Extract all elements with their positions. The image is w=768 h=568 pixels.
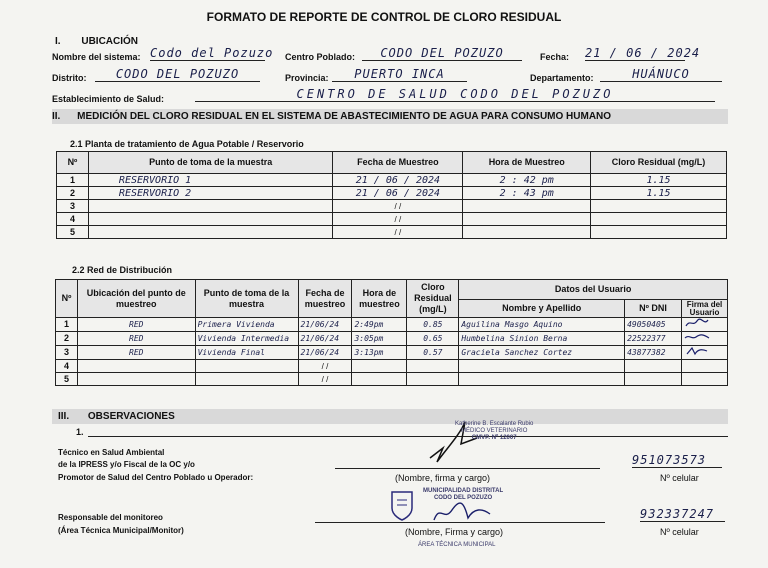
punto-cell [195, 360, 298, 373]
fecha-cell: / / [333, 200, 463, 213]
fecha-field: 21 / 06 / 2024 [585, 46, 701, 60]
col-header-n: Nº [56, 280, 78, 318]
municipal-area-stamp: ÁREA TÉCNICA MUNICIPAL [418, 542, 496, 548]
nombre-cell: Aguilina Masgo Aquino [459, 318, 625, 332]
fecha-cell: / / [298, 373, 352, 386]
col-header-fecha: Fecha de Muestreo [333, 152, 463, 174]
section-2-header [52, 109, 728, 124]
cloro-cell [407, 360, 459, 373]
table-row [57, 226, 727, 239]
fecha-cell: 21 / 06 / 2024 [333, 174, 463, 187]
punto-cell: Primera Vivienda [195, 318, 298, 332]
punto-cell: RESERVORIO 2 [88, 187, 333, 200]
hora-cell: 3:13pm [352, 346, 407, 360]
punto-cell: RESERVORIO 1 [88, 174, 333, 187]
sistema-field: Codo del Pozuzo [150, 46, 274, 60]
fecha-cell: 21/06/24 [298, 346, 352, 360]
col-header-cloro: Cloro Residual (mg/L) [407, 280, 459, 318]
hora-cell: 2 : 43 pm [463, 187, 591, 200]
nombre-cell [459, 373, 625, 386]
section-2-number: II. [52, 111, 61, 122]
col-header-hora: Hora de muestreo [352, 280, 407, 318]
table-row [57, 174, 727, 187]
reservorio-table-header [57, 152, 727, 174]
responsable-label-1: Responsable del monitoreo [58, 513, 163, 522]
cloro-cell [591, 213, 727, 226]
firma-cell [681, 332, 727, 346]
distrito-field: CODO DEL POZUZO [95, 67, 260, 82]
punto-cell: Vivienda Final [195, 346, 298, 360]
dni-cell [625, 360, 682, 373]
red-table-header-row1 [56, 280, 728, 300]
hora-cell [463, 226, 591, 239]
hora-cell: 2 : 42 pm [463, 174, 591, 187]
red-distribucion-table [55, 279, 728, 386]
distrito-label: Distrito: [52, 73, 87, 83]
ubicacion-cell: RED [77, 318, 195, 332]
municipal-crest-icon [388, 488, 416, 522]
nombre-cell [459, 360, 625, 373]
reservorio-table [56, 151, 727, 239]
hora-cell [463, 200, 591, 213]
punto-cell [88, 213, 333, 226]
cloro-cell [591, 226, 727, 239]
row-number: 4 [56, 360, 78, 373]
cloro-cell: 0.57 [407, 346, 459, 360]
fecha-cell: 21 / 06 / 2024 [333, 187, 463, 200]
responsable-label-2: (Área Técnica Municipal/Monitor) [58, 526, 184, 535]
row-number: 3 [57, 200, 89, 213]
section-1-title: UBICACIÓN [81, 36, 139, 47]
cloro-cell: 0.85 [407, 318, 459, 332]
celular-2: 932337247 [640, 507, 725, 522]
table-row [56, 346, 728, 360]
establecimiento-label: Establecimiento de Salud: [52, 94, 165, 104]
dni-cell: 22522377 [625, 332, 682, 346]
provincia-field: PUERTO INCA [332, 67, 467, 82]
municipal-stamp-l2: CODO DEL POZUZO [433, 495, 493, 501]
observacion-item-1: 1. [76, 427, 84, 437]
section-3-header [58, 409, 175, 424]
signature-icon [684, 332, 710, 342]
ubicacion-cell: RED [77, 346, 195, 360]
nombre-cell: Humbelina Sinion Berna [459, 332, 625, 346]
centro-label: Centro Poblado: [285, 52, 355, 62]
tecnico-label-2: de la IPRESS y/o Fiscal de la OC y/o [58, 460, 195, 469]
fecha-cell: 21/06/24 [298, 318, 352, 332]
hora-cell: 3:05pm [352, 332, 407, 346]
fecha-cell: / / [333, 226, 463, 239]
dni-cell [625, 373, 682, 386]
ubicacion-cell [77, 373, 195, 386]
municipal-stamp-l1: MUNICIPALIDAD DISTRITAL [423, 488, 504, 494]
punto-cell [88, 200, 333, 213]
responsable-caption: (Nombre, Firma y cargo) [405, 527, 504, 537]
subsection-2-1-title: 2.1 Planta de tratamiento de Agua Potable / Reservorio [70, 139, 304, 149]
table-row [56, 318, 728, 332]
table-row [56, 360, 728, 373]
tecnico-label-1: Técnico en Salud Ambiental [58, 448, 165, 457]
col-header-n: Nº [57, 152, 89, 174]
table-row [57, 200, 727, 213]
row-number: 1 [56, 318, 78, 332]
hora-cell [352, 360, 407, 373]
celular-1: 951073573 [632, 453, 722, 468]
table-row [56, 373, 728, 386]
col-header-punto: Punto de toma de la muestra [195, 280, 298, 318]
col-header-punto: Punto de toma de la muestra [88, 152, 333, 174]
punto-cell: Vivienda Intermedia [195, 332, 298, 346]
row-number: 2 [57, 187, 89, 200]
section-2-title: MEDICIÓN DEL CLORO RESIDUAL EN EL SISTEMA DE ABASTECIMIENTO DE AGUA PARA CONSUMO HUMANO [77, 111, 612, 122]
fecha-cell: / / [298, 360, 352, 373]
stamp-code: CMVP. Nº 12007 [471, 435, 517, 441]
cloro-cell: 1.15 [591, 187, 727, 200]
hora-cell [352, 373, 407, 386]
firma-cell [681, 360, 727, 373]
fecha-label: Fecha: [540, 52, 570, 62]
observacion-line [88, 436, 728, 437]
row-number: 5 [57, 226, 89, 239]
signature-icon [684, 346, 710, 356]
table-row [56, 332, 728, 346]
section-1-header [55, 34, 138, 49]
cloro-cell: 0.65 [407, 332, 459, 346]
cloro-cell [591, 200, 727, 213]
col-header-firma: Firma del Usuario [681, 300, 727, 318]
cloro-cell [407, 373, 459, 386]
hora-cell [463, 213, 591, 226]
responsable-signature-line [315, 522, 605, 523]
centro-field: CODO DEL POZUZO [362, 46, 522, 61]
section-1-number: I. [55, 36, 61, 47]
provincia-label: Provincia: [285, 73, 329, 83]
col-header-datos-usuario: Datos del Usuario [459, 280, 728, 300]
departamento-field: HUÁNUCO [600, 67, 722, 82]
hora-cell: 2:49pm [352, 318, 407, 332]
fecha-cell: / / [333, 213, 463, 226]
dni-cell: 43877382 [625, 346, 682, 360]
tecnico-signature-line [335, 468, 600, 469]
table-row [57, 213, 727, 226]
establecimiento-field: CENTRO DE SALUD CODO DEL POZUZO [195, 87, 715, 102]
document-title: FORMATO DE REPORTE DE CONTROL DE CLORO RESIDUAL [206, 10, 562, 24]
stamp-name: Katherine B. Escalante Rubio [455, 421, 534, 427]
row-number: 3 [56, 346, 78, 360]
col-header-ubicacion: Ubicación del punto de muestreo [77, 280, 195, 318]
row-number: 2 [56, 332, 78, 346]
celular-caption-2: Nº celular [660, 527, 699, 537]
col-header-cloro: Cloro Residual (mg/L) [591, 152, 727, 174]
subsection-2-2-title: 2.2 Red de Distribución [72, 265, 173, 275]
tecnico-label-3: Promotor de Salud del Centro Poblado u Operador: [58, 473, 254, 482]
cloro-cell: 1.15 [591, 174, 727, 187]
signature-icon [684, 318, 710, 328]
row-number: 5 [56, 373, 78, 386]
ubicacion-cell [77, 360, 195, 373]
punto-cell [88, 226, 333, 239]
firma-cell [681, 318, 727, 332]
celular-caption-1: Nº celular [660, 473, 699, 483]
col-header-hora: Hora de Muestreo [463, 152, 591, 174]
dni-cell: 49050405 [625, 318, 682, 332]
col-header-nombre: Nombre y Apellido [459, 300, 625, 318]
stamp-title: MÉDICO VETERINARIO [461, 428, 528, 434]
ubicacion-cell: RED [77, 332, 195, 346]
table-row [57, 187, 727, 200]
punto-cell [195, 373, 298, 386]
section-3-title: OBSERVACIONES [87, 411, 175, 422]
tecnico-caption: (Nombre, firma y cargo) [395, 473, 491, 483]
departamento-label: Departamento: [530, 73, 594, 83]
row-number: 1 [57, 174, 89, 187]
col-header-dni: Nº DNI [625, 300, 682, 318]
firma-cell [681, 346, 727, 360]
row-number: 4 [57, 213, 89, 226]
fecha-cell: 21/06/24 [298, 332, 352, 346]
section-3-number: III. [58, 411, 70, 422]
col-header-fecha: Fecha de muestreo [298, 280, 352, 318]
nombre-cell: Graciela Sanchez Cortez [459, 346, 625, 360]
tecnico-stamp [452, 420, 536, 443]
sistema-label: Nombre del sistema: [52, 52, 141, 62]
firma-cell [681, 373, 727, 386]
